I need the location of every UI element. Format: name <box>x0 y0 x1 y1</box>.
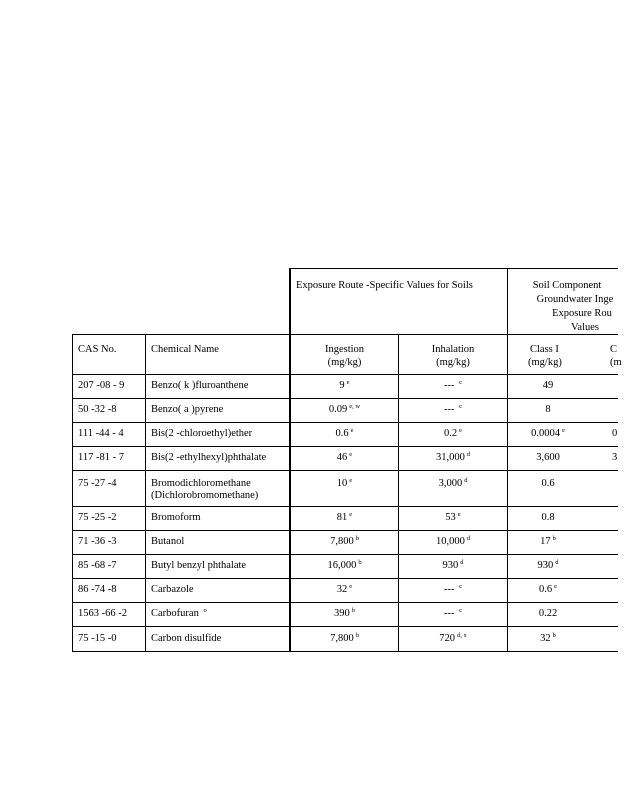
class-i-cell <box>508 633 588 645</box>
inhalation-cell-footnote: e <box>459 426 462 434</box>
inhalation-cell-value: 930 <box>442 560 459 571</box>
class-i-cell-footnote: b <box>552 534 556 542</box>
ingestion-cell-footnote: e <box>349 450 353 458</box>
inhalation-cell-footnote: c <box>459 606 462 614</box>
inhalation-cell <box>399 380 507 392</box>
inhalation-cell-value: --- <box>443 584 458 595</box>
ingestion-cell-footnote: e <box>349 510 353 518</box>
cas-cell-value: 86 -74 -8 <box>78 584 117 595</box>
class-i-cell <box>508 452 588 464</box>
cas-cell-value: 75 -25 -2 <box>78 512 117 523</box>
group-header-soil-component-3: Exposure Rou <box>552 308 612 319</box>
inhalation-cell-footnote: d <box>460 558 464 566</box>
ingestion-cell-footnote: b <box>355 534 359 542</box>
cas-cell <box>78 608 127 620</box>
row-rule-1 <box>72 398 618 399</box>
inhalation-cell-value: 10,000 <box>435 536 465 547</box>
inhalation-cell-value: --- <box>443 608 458 619</box>
inhalation-cell <box>399 536 507 548</box>
chemical-name-cell-value: Benzo( a )pyrene <box>151 404 224 415</box>
ingestion-cell <box>291 512 398 524</box>
chemical-name-cell <box>151 584 194 596</box>
ingestion-cell-value: 32 <box>336 584 348 595</box>
ingestion-cell-value: 16,000 <box>327 560 357 571</box>
class-ii-cell <box>612 452 617 464</box>
inhalation-cell-footnote: d <box>466 534 471 542</box>
cas-cell-value: 85 -68 -7 <box>78 560 117 571</box>
group-header-soil-component-4: Values <box>571 322 599 333</box>
ingestion-cell <box>291 584 398 596</box>
chemical-name-cell <box>151 452 266 464</box>
inhalation-cell-value: 0.2 <box>443 428 458 439</box>
group-header-soil-component-1: Soil Component <box>532 280 602 291</box>
chemical-name-cell-value: Carbofuran <box>151 608 202 619</box>
class-i-cell-value: 17 <box>540 536 551 547</box>
chemical-name-cell-value: Bis(2 -chloroethyl)ether <box>151 428 253 439</box>
group-header-soil-component-2: Groundwater Inge <box>536 294 614 305</box>
col-header-class-i: Class I <box>530 344 559 355</box>
ingestion-cell-value: 0.09 <box>328 404 348 415</box>
cas-cell-value: 71 -36 -3 <box>78 536 117 547</box>
ingestion-cell <box>291 404 398 416</box>
chemical-name-cell-value: Butanol <box>151 536 185 547</box>
class-i-cell <box>508 404 588 416</box>
cas-cell-value: 75 -27 -4 <box>78 478 117 489</box>
ingestion-cell <box>291 452 398 464</box>
inhalation-cell-value: 31,000 <box>435 452 465 463</box>
ingestion-cell-footnote: b <box>355 631 359 639</box>
chemical-name-cell <box>151 633 221 645</box>
class-i-cell-value: 0.6 <box>538 584 553 595</box>
ingestion-cell-value: 81 <box>336 512 348 523</box>
col-header-ingestion-unit: (mg/kg) <box>327 357 362 368</box>
class-i-cell <box>508 380 588 392</box>
col-header-class-ii-unit: (m <box>610 357 622 368</box>
chemical-name-cell-value: Butyl benzyl phthalate <box>151 560 247 571</box>
inhalation-cell-footnote: d <box>464 476 468 484</box>
chemical-name-cell-line2-value: (Dichlorobromomethane) <box>151 490 259 501</box>
row-rule-2 <box>72 422 618 423</box>
cas-cell-value: 117 -81 - 7 <box>78 452 124 463</box>
cas-cell <box>78 536 117 548</box>
col-header-ingestion: Ingestion <box>324 344 365 355</box>
row-rule-9 <box>72 602 618 603</box>
cas-cell <box>78 428 124 440</box>
ingestion-cell <box>291 633 398 645</box>
header-rule <box>72 334 618 335</box>
cas-cell-value: 207 -08 - 9 <box>78 380 125 391</box>
chemical-name-cell <box>151 380 248 392</box>
col-header-chemical-name: Chemical Name <box>151 344 219 355</box>
class-i-cell-value: 8 <box>545 404 551 415</box>
class-ii-cell-value: 3 <box>612 452 618 463</box>
inhalation-cell <box>399 560 507 572</box>
ingestion-cell-value: 390 <box>334 608 350 619</box>
inhalation-cell-footnote: d <box>466 450 471 458</box>
class-i-cell-footnote: d <box>555 558 559 566</box>
cas-cell <box>78 404 117 416</box>
vrule-left <box>72 334 73 652</box>
class-i-cell-footnote: b <box>552 631 556 639</box>
inhalation-cell <box>399 512 507 524</box>
chemical-name-cell <box>151 428 252 440</box>
ingestion-cell-footnote: e <box>350 426 354 434</box>
class-i-cell-value: 930 <box>537 560 554 571</box>
row-rule-5 <box>72 506 618 507</box>
row-rule-4 <box>72 470 618 471</box>
ingestion-cell-value: 9 <box>339 380 345 391</box>
inhalation-cell-value: --- <box>443 404 458 415</box>
ingestion-cell <box>291 380 398 392</box>
group-header-exposure: Exposure Route -Specific Values for Soils <box>296 280 473 291</box>
ingestion-cell <box>291 428 398 440</box>
inhalation-cell-value: 720 <box>439 633 455 644</box>
col-header-cas: CAS No. <box>78 344 117 355</box>
class-i-cell <box>508 536 588 548</box>
inhalation-cell-footnote: e <box>457 510 461 518</box>
inhalation-cell-value: --- <box>443 380 458 391</box>
ingestion-cell-footnote: b <box>358 558 362 566</box>
cas-cell <box>78 380 124 392</box>
ingestion-cell-value: 7,800 <box>330 633 354 644</box>
ingestion-cell-value: 0.6 <box>335 428 349 439</box>
inhalation-cell <box>399 584 507 596</box>
inhalation-cell <box>399 452 507 464</box>
col-header-inhalation-unit: (mg/kg) <box>436 357 470 368</box>
chemical-values-table <box>72 268 622 654</box>
chemical-name-cell <box>151 478 251 490</box>
class-i-cell-value: 0.0004 <box>531 428 560 439</box>
class-i-cell <box>508 584 588 596</box>
ingestion-cell-footnote: e, w <box>349 402 361 410</box>
class-i-cell-value: 3,600 <box>536 452 560 463</box>
bottom-rule <box>72 651 618 652</box>
ingestion-cell-footnote: e <box>346 378 350 386</box>
inhalation-cell-footnote: c <box>459 582 462 590</box>
row-rule-3 <box>72 446 618 447</box>
ingestion-cell-value: 10 <box>336 478 348 489</box>
class-i-cell-value: 49 <box>542 380 554 391</box>
chemical-name-cell <box>151 608 207 620</box>
class-ii-cell-value: 0 <box>612 428 618 439</box>
class-i-cell <box>508 608 588 620</box>
chemical-name-cell <box>151 560 246 572</box>
class-i-cell <box>508 428 588 440</box>
chemical-name-cell-value: Carbazole <box>151 584 194 595</box>
ingestion-cell-footnote: e <box>349 582 353 590</box>
col-header-class-i-unit: (mg/kg) <box>528 357 562 368</box>
chemical-name-cell-value: Benzo( k )fluroanthene <box>151 380 249 391</box>
chemical-name-cell-line2 <box>151 490 258 502</box>
ingestion-cell <box>291 560 398 572</box>
class-i-cell-value: 0.22 <box>538 608 558 619</box>
inhalation-cell <box>399 478 507 490</box>
inhalation-cell <box>399 404 507 416</box>
row-rule-8 <box>72 578 618 579</box>
inhalation-cell-footnote: d, x <box>457 631 467 639</box>
cas-cell <box>78 512 117 524</box>
chemical-name-cell-value: Bromodichloromethane <box>151 478 251 489</box>
class-i-cell-value: 0.8 <box>541 512 555 523</box>
inhalation-cell <box>399 428 507 440</box>
ingestion-cell-value: 7,800 <box>330 536 354 547</box>
chemical-name-cell-value: Bromoform <box>151 512 201 523</box>
inhalation-cell-value: 3,000 <box>438 478 463 489</box>
cas-cell-value: 1563 -66 -2 <box>78 608 127 619</box>
ingestion-cell-footnote: b <box>351 606 355 614</box>
colhead-rule <box>72 374 618 375</box>
inhalation-cell <box>399 633 507 645</box>
inhalation-cell-footnote: c <box>459 402 462 410</box>
class-i-cell <box>508 512 588 524</box>
chemical-name-cell <box>151 536 184 548</box>
cas-cell <box>78 452 124 464</box>
row-rule-7 <box>72 554 618 555</box>
inhalation-cell <box>399 608 507 620</box>
cas-cell <box>78 584 117 596</box>
cas-cell <box>78 478 117 490</box>
class-i-cell-footnote: e <box>561 426 565 434</box>
chemical-name-cell-value: Bis(2 -ethylhexyl)phthalate <box>151 452 267 463</box>
chemical-name-cell-value: Carbon disulfide <box>151 633 222 644</box>
class-i-cell <box>508 478 588 490</box>
row-rule-10 <box>72 626 618 627</box>
cas-cell <box>78 560 117 572</box>
col-header-class-ii: C <box>610 344 618 355</box>
ingestion-cell <box>291 478 398 490</box>
ingestion-cell-value: 46 <box>336 452 348 463</box>
ingestion-cell <box>291 536 398 548</box>
chemical-name-cell <box>151 404 223 416</box>
vrule-cas <box>145 334 146 652</box>
class-i-cell-value: 32 <box>540 633 551 644</box>
chemical-name-cell-footnote: o <box>203 606 207 614</box>
ingestion-cell-footnote: e <box>349 476 353 484</box>
top-rule <box>289 268 618 269</box>
inhalation-cell-footnote: c <box>459 378 462 386</box>
class-i-cell <box>508 560 588 572</box>
row-rule-6 <box>72 530 618 531</box>
class-i-cell-value: 0.6 <box>541 478 555 489</box>
cas-cell-value: 75 -15 -0 <box>78 633 117 644</box>
class-i-cell-footnote: e <box>554 582 557 590</box>
chemical-name-cell <box>151 512 201 524</box>
cas-cell-value: 50 -32 -8 <box>78 404 117 415</box>
class-ii-cell <box>612 428 617 440</box>
cas-cell <box>78 633 117 645</box>
col-header-inhalation: Inhalation <box>431 344 475 355</box>
ingestion-cell <box>291 608 398 620</box>
inhalation-cell-value: 53 <box>445 512 456 523</box>
cas-cell-value: 111 -44 - 4 <box>78 428 124 439</box>
